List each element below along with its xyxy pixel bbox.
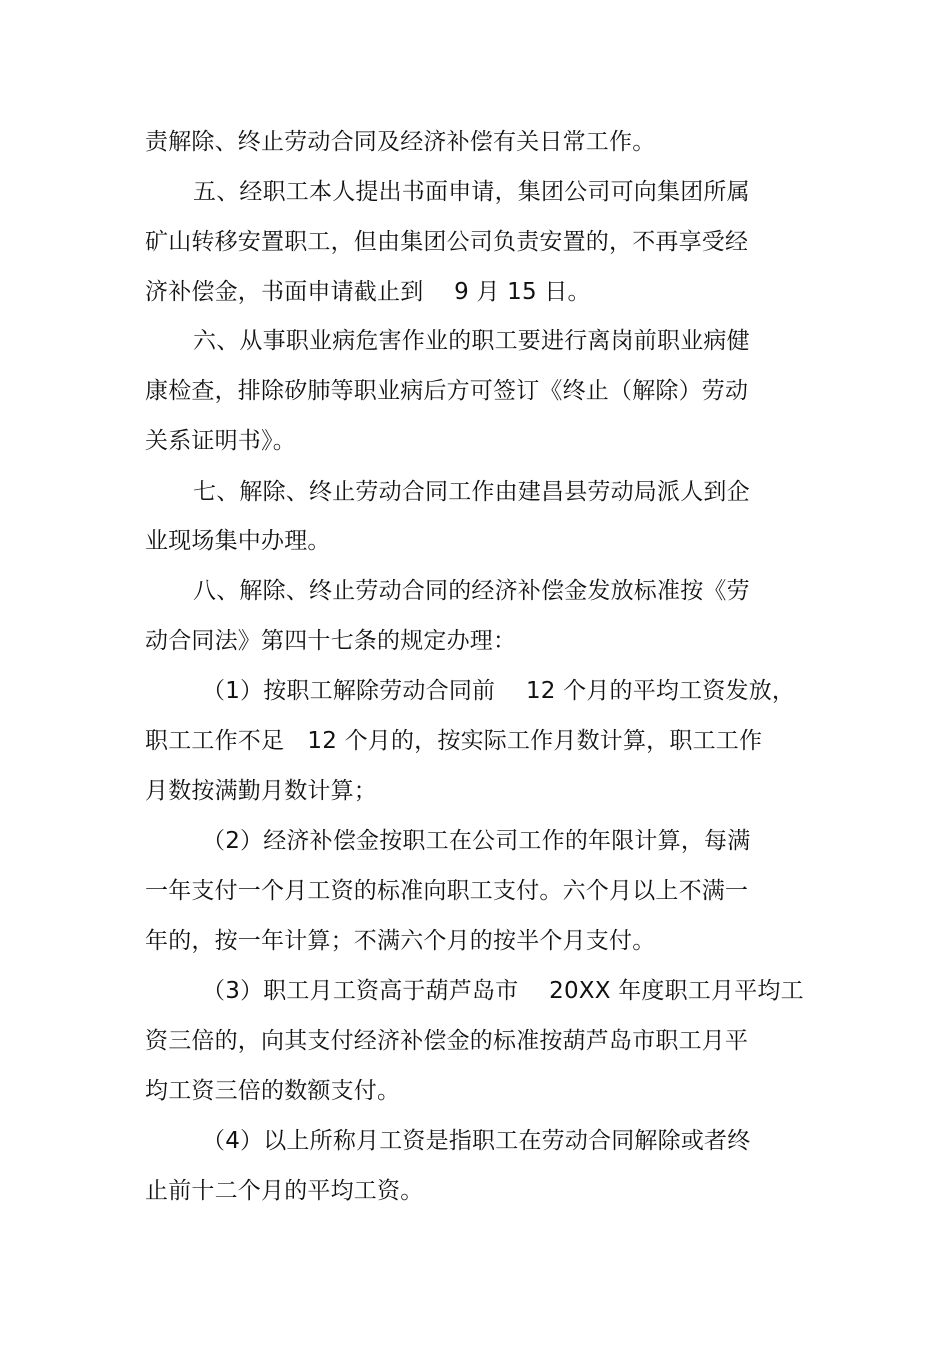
text-line: 职工工作不足 12 个月的，按实际工作月数计算，职工工作 (145, 728, 763, 754)
text-line: 八、解除、终止劳动合同的经济补偿金发放标准按《劳 (193, 578, 750, 604)
text-line: 康检查，排除矽肺等职业病后方可签订《终止（解除）劳动 (145, 378, 749, 404)
text-line: 济补偿金，书面申请截止到 9 月 15 日。 (145, 279, 591, 305)
text-line: 六、从事职业病危害作业的职工要进行离岗前职业病健 (193, 328, 750, 354)
text-line: 责解除、终止劳动合同及经济补偿有关日常工作。 (145, 129, 656, 155)
text-line: 均工资三倍的数额支付。 (145, 1078, 401, 1104)
text-line: 月数按满勤月数计算； (145, 778, 377, 804)
text-line: 业现场集中办理。 (145, 528, 331, 554)
text-line: 关系证明书》。 (145, 428, 296, 454)
text-line: 五、经职工本人提出书面申请，集团公司可向集团所属 (193, 179, 750, 205)
text-line: 年的，按一年计算；不满六个月的按半个月支付。 (145, 928, 656, 954)
text-line: 动合同法》第四十七条的规定办理： (145, 628, 517, 654)
text-line: （4）以上所称月工资是指职工在劳动合同解除或者终 (202, 1128, 751, 1154)
text-line: 矿山转移安置职工，但由集团公司负责安置的，不再享受经 (145, 229, 749, 255)
text-line: 止前十二个月的平均工资。 (145, 1178, 424, 1204)
text-line: （3）职工月工资高于葫芦岛市 20XX 年度职工月平均工 (202, 978, 804, 1004)
text-line: 资三倍的，向其支付经济补偿金的标准按葫芦岛市职工月平 (145, 1028, 749, 1054)
text-line: 一年支付一个月工资的标准向职工支付。六个月以上不满一 (145, 878, 749, 904)
text-line: 七、解除、终止劳动合同工作由建昌县劳动局派人到企 (193, 479, 750, 505)
text-line: （1）按职工解除劳动合同前 12 个月的平均工资发放， (202, 678, 796, 704)
text-line: （2）经济补偿金按职工在公司工作的年限计算，每满 (202, 828, 751, 854)
